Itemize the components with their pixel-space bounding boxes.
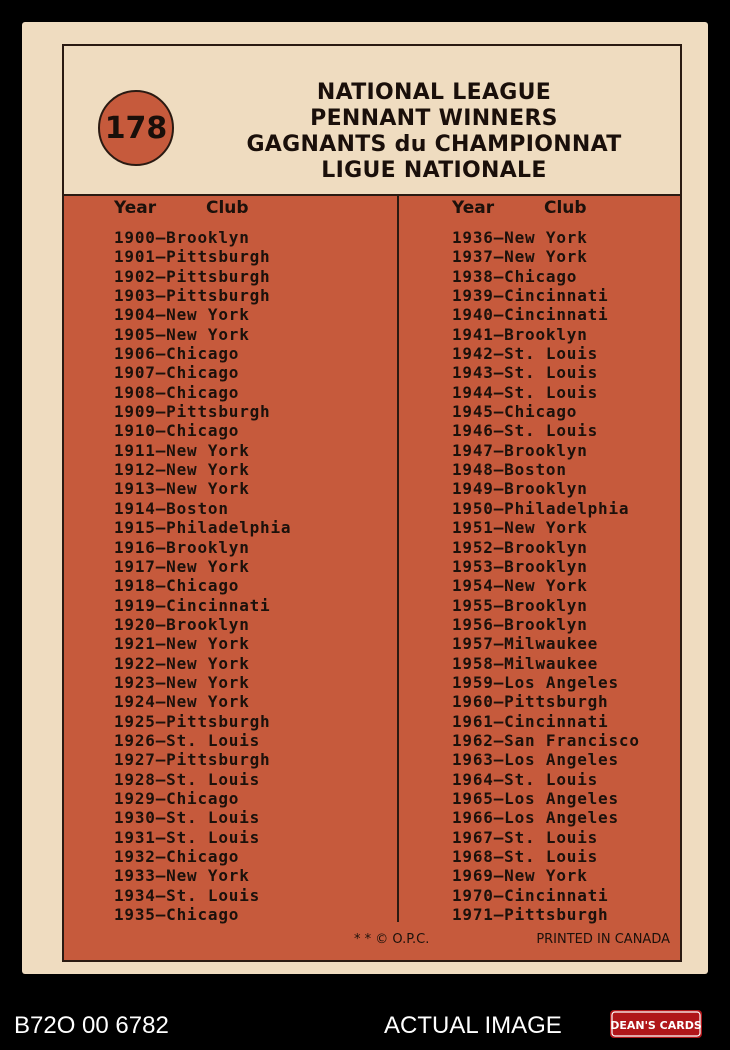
winner-row: 1910—Chicago bbox=[114, 421, 240, 441]
card-number: 178 bbox=[98, 90, 174, 166]
winner-row: 1964—St. Louis bbox=[452, 769, 599, 789]
club-header: Club bbox=[544, 198, 587, 218]
winner-row: 1951—New York bbox=[452, 518, 588, 538]
sku-label: B72O 00 6782 bbox=[14, 1012, 169, 1039]
right-column bbox=[452, 198, 640, 924]
winner-row: 1952—Brooklyn bbox=[452, 537, 588, 557]
winner-row: 1931—St. Louis bbox=[114, 827, 261, 847]
winner-row: 1966—Los Angeles bbox=[452, 808, 619, 828]
winner-row: 1960—Pittsburgh bbox=[452, 692, 609, 712]
card-frame bbox=[62, 44, 682, 962]
logo-text: DEAN'S CARDS bbox=[610, 1019, 702, 1032]
winner-row: 1967—St. Louis bbox=[452, 827, 599, 847]
winner-row: 1954—New York bbox=[452, 576, 588, 596]
winner-row: 1941—Brooklyn bbox=[452, 324, 588, 344]
winner-row: 1957—Milwaukee bbox=[452, 634, 599, 654]
winner-row: 1906—Chicago bbox=[114, 344, 240, 364]
title-line: LIGUE NATIONALE bbox=[321, 158, 547, 183]
winner-row: 1903—Pittsburgh bbox=[114, 286, 271, 306]
column-header bbox=[114, 198, 291, 222]
winner-row: 1928—St. Louis bbox=[114, 769, 261, 789]
title-line: GAGNANTS du CHAMPIONNAT bbox=[246, 132, 622, 157]
winner-row: 1915—Philadelphia bbox=[114, 518, 292, 538]
left-winner-list bbox=[114, 228, 291, 924]
winner-row: 1947—Brooklyn bbox=[452, 440, 588, 460]
winner-row: 1905—New York bbox=[114, 324, 250, 344]
winner-row: 1911—New York bbox=[114, 440, 250, 460]
winner-row: 1934—St. Louis bbox=[114, 885, 261, 905]
winner-row: 1914—Boston bbox=[114, 498, 229, 518]
winner-row: 1902—Pittsburgh bbox=[114, 266, 271, 286]
winner-row: 1907—Chicago bbox=[114, 363, 240, 383]
card-title bbox=[214, 80, 654, 184]
winner-row: 1900—Brooklyn bbox=[114, 228, 250, 247]
winner-row: 1922—New York bbox=[114, 653, 250, 673]
winner-row: 1932—Chicago bbox=[114, 847, 240, 866]
deans-cards-logo bbox=[610, 1004, 702, 1044]
winner-row: 1970—Cincinnati bbox=[452, 885, 609, 905]
winner-row: 1917—New York bbox=[114, 556, 250, 576]
winner-row: 1933—New York bbox=[114, 866, 250, 886]
winner-row: 1912—New York bbox=[114, 460, 250, 480]
winner-row: 1945—Chicago bbox=[452, 402, 578, 422]
winner-row: 1948—Boston bbox=[452, 460, 567, 480]
winner-row: 1913—New York bbox=[114, 479, 250, 499]
winner-row: 1908—Chicago bbox=[114, 382, 240, 402]
winner-row: 1968—St. Louis bbox=[452, 847, 599, 866]
card-footer bbox=[64, 932, 680, 956]
winner-row: 1925—Pittsburgh bbox=[114, 711, 271, 731]
winner-row: 1942—St. Louis bbox=[452, 344, 599, 364]
winner-row: 1935—Chicago bbox=[114, 905, 240, 925]
winner-row: 1950—Philadelphia bbox=[452, 498, 630, 518]
title-line: PENNANT WINNERS bbox=[310, 106, 558, 131]
printed-in-text: PRINTED IN CANADA bbox=[536, 932, 670, 947]
winner-row: 1904—New York bbox=[114, 305, 250, 325]
winner-row: 1965—Los Angeles bbox=[452, 788, 619, 808]
winner-row: 1920—Brooklyn bbox=[114, 614, 250, 634]
column-header bbox=[452, 198, 640, 222]
card-header bbox=[64, 46, 680, 196]
right-winner-list bbox=[452, 228, 640, 924]
winner-row: 1944—St. Louis bbox=[452, 382, 599, 402]
winner-row: 1971—Pittsburgh bbox=[452, 905, 609, 925]
winner-row: 1956—Brooklyn bbox=[452, 614, 588, 634]
winner-row: 1923—New York bbox=[114, 672, 250, 692]
winner-row: 1955—Brooklyn bbox=[452, 595, 588, 615]
winner-row: 1921—New York bbox=[114, 634, 250, 654]
winner-row: 1936—New York bbox=[452, 228, 588, 247]
winner-row: 1953—Brooklyn bbox=[452, 556, 588, 576]
winner-row: 1930—St. Louis bbox=[114, 808, 261, 828]
winner-row: 1926—St. Louis bbox=[114, 730, 261, 750]
year-header: Year bbox=[114, 198, 157, 218]
winner-row: 1927—Pittsburgh bbox=[114, 750, 271, 770]
winner-row: 1943—St. Louis bbox=[452, 363, 599, 383]
left-column bbox=[114, 198, 291, 924]
winner-row: 1929—Chicago bbox=[114, 788, 240, 808]
baseball-card-back bbox=[22, 22, 708, 974]
winner-row: 1940—Cincinnati bbox=[452, 305, 609, 325]
copyright-text: * * © O.P.C. bbox=[354, 932, 430, 947]
winner-row: 1963—Los Angeles bbox=[452, 750, 619, 770]
winner-row: 1909—Pittsburgh bbox=[114, 402, 271, 422]
winner-row: 1924—New York bbox=[114, 692, 250, 712]
title-line: NATIONAL LEAGUE bbox=[316, 80, 552, 105]
winner-row: 1959—Los Angeles bbox=[452, 672, 619, 692]
winner-row: 1919—Cincinnati bbox=[114, 595, 271, 615]
winner-row: 1961—Cincinnati bbox=[452, 711, 609, 731]
winner-row: 1946—St. Louis bbox=[452, 421, 599, 441]
winner-row: 1958—Milwaukee bbox=[452, 653, 599, 673]
winner-row: 1916—Brooklyn bbox=[114, 537, 250, 557]
year-header: Year bbox=[452, 198, 495, 218]
column-divider bbox=[397, 194, 399, 922]
winner-row: 1949—Brooklyn bbox=[452, 479, 588, 499]
winner-row: 1938—Chicago bbox=[452, 266, 578, 286]
winner-row: 1962—San Francisco bbox=[452, 730, 640, 750]
winner-row: 1918—Chicago bbox=[114, 576, 240, 596]
club-header: Club bbox=[206, 198, 249, 218]
winner-row: 1901—Pittsburgh bbox=[114, 247, 271, 267]
winner-row: 1969—New York bbox=[452, 866, 588, 886]
winner-row: 1937—New York bbox=[452, 247, 588, 267]
winner-row: 1939—Cincinnati bbox=[452, 286, 609, 306]
actual-image-label: ACTUAL IMAGE bbox=[384, 1012, 562, 1039]
